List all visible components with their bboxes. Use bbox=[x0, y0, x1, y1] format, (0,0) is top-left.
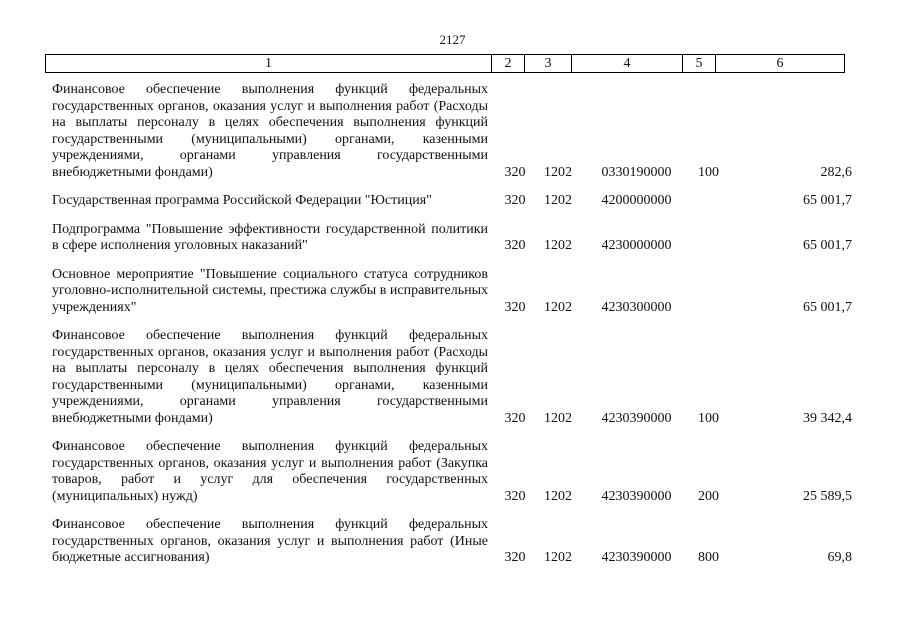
row-target-article: 4230300000 bbox=[601, 299, 672, 315]
table-row bbox=[52, 328, 852, 427]
row-subsection: 1202 bbox=[544, 299, 572, 315]
table-header bbox=[45, 54, 845, 73]
row-description: Финансовое обеспечение выполнения функций федеральных государственных органов, оказания услуг и выполнения работ (Расходы на выплаты персоналу в целях обеспечения выполнения функций государственными (муниципальными) органами, казенными учреждениями, органами управления государственными внебюджетными фондами) bbox=[52, 328, 488, 426]
row-target-article: 4230000000 bbox=[601, 238, 672, 253]
row-expense-type: 800 bbox=[698, 550, 719, 565]
row-section: 320 bbox=[504, 164, 526, 180]
row-description: Подпрограмма "Повышение эффективности государственной политики в сфере исполнения уголовных наказаний" bbox=[52, 221, 488, 253]
table-row bbox=[52, 193, 852, 210]
row-target-article: 4230390000 bbox=[601, 488, 672, 504]
row-section: 320 bbox=[504, 193, 526, 208]
header-col-5: 5 bbox=[683, 55, 716, 72]
row-description: Финансовое обеспечение выполнения функций федеральных государственных органов, оказания услуг и выполнения работ (Закупка товаров, работ и услуг для обеспечения государственных (муниципальных) нужд) bbox=[52, 439, 488, 504]
row-amount: 282,6 bbox=[820, 164, 852, 180]
row-description: Государственная программа Российской Федерации "Юстиция" bbox=[52, 193, 432, 208]
header-col-2: 2 bbox=[492, 55, 525, 72]
row-amount: 65 001,7 bbox=[803, 299, 852, 315]
row-target-article: 4230390000 bbox=[601, 550, 672, 565]
row-amount: 25 589,5 bbox=[803, 488, 852, 504]
row-expense-type: 100 bbox=[698, 410, 719, 426]
row-subsection: 1202 bbox=[544, 488, 572, 504]
row-section: 320 bbox=[504, 410, 526, 426]
row-section: 320 bbox=[504, 550, 526, 565]
row-subsection: 1202 bbox=[544, 193, 572, 208]
row-description: Финансовое обеспечение выполнения функций федеральных государственных органов, оказания услуг и выполнения работ (Иные бюджетные ассигнования) bbox=[52, 517, 488, 565]
table-row bbox=[52, 222, 852, 255]
table-row bbox=[52, 82, 852, 181]
row-section: 320 bbox=[504, 299, 526, 315]
row-target-article: 0330190000 bbox=[601, 164, 672, 180]
header-col-1: 1 bbox=[46, 55, 492, 72]
row-section: 320 bbox=[504, 238, 526, 253]
table-body bbox=[52, 82, 852, 579]
table-row bbox=[52, 517, 852, 567]
row-expense-type: 100 bbox=[698, 164, 719, 180]
header-col-4: 4 bbox=[572, 55, 683, 72]
row-subsection: 1202 bbox=[544, 410, 572, 426]
row-subsection: 1202 bbox=[544, 164, 572, 180]
row-amount: 65 001,7 bbox=[803, 193, 852, 208]
row-amount: 69,8 bbox=[827, 550, 852, 565]
row-target-article: 4230390000 bbox=[601, 410, 672, 426]
table-row bbox=[52, 439, 852, 505]
row-subsection: 1202 bbox=[544, 238, 572, 253]
row-amount: 65 001,7 bbox=[803, 238, 852, 253]
table-row bbox=[52, 267, 852, 317]
header-col-3: 3 bbox=[525, 55, 572, 72]
row-amount: 39 342,4 bbox=[803, 410, 852, 426]
row-expense-type: 200 bbox=[698, 488, 719, 504]
row-description: Финансовое обеспечение выполнения функций федеральных государственных органов, оказания услуг и выполнения работ (Расходы на выплаты персоналу в целях обеспечения выполнения функций государственными (муниципальными) органами, казенными учреждениями, органами управления государственными внебюджетными фондами) bbox=[52, 82, 488, 180]
row-section: 320 bbox=[504, 488, 526, 504]
row-description: Основное мероприятие "Повышение социального статуса сотрудников уголовно-исполнительной системы, престижа службы в исправительных учреждениях" bbox=[52, 266, 488, 315]
row-subsection: 1202 bbox=[544, 550, 572, 565]
row-target-article: 4200000000 bbox=[601, 193, 672, 208]
page-number: 2127 bbox=[439, 32, 466, 47]
header-col-6: 6 bbox=[716, 55, 845, 72]
